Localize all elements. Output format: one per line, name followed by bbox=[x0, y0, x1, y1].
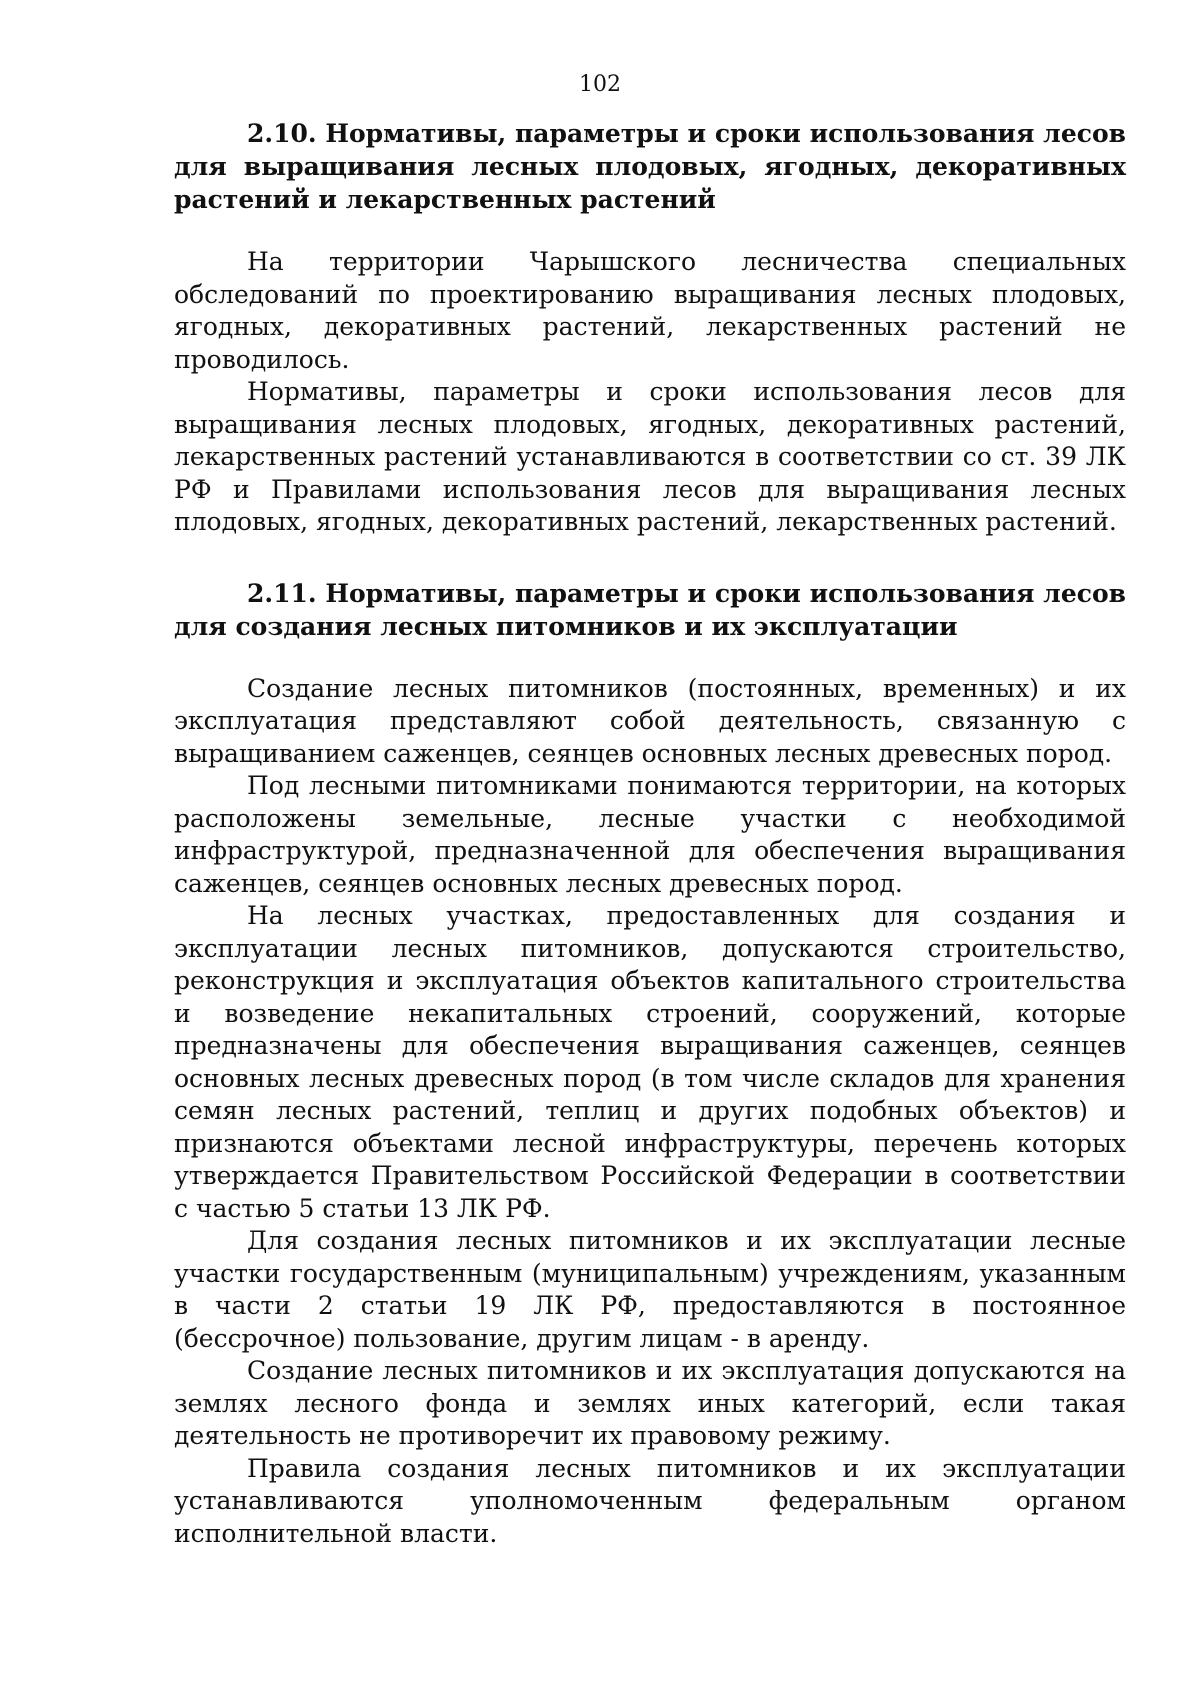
page-number: 102 bbox=[579, 72, 621, 97]
section-2-10 bbox=[174, 117, 1126, 539]
paragraph: Создание лесных питомников и их эксплуатация допускаются на землях лесного фонда и землях иных категорий, если такая деятельность не противоречит их правовому режиму. bbox=[174, 1356, 1126, 1450]
paragraph: На территории Чарышского лесничества специальных обследований по проектированию выращивания лесных плодовых, ягодных, декоративных растений, лекарственных растений не проводилось. bbox=[174, 247, 1126, 374]
section-number: 2.10. bbox=[247, 119, 317, 148]
paragraph: Нормативы, параметры и сроки использования лесов для выращивания лесных плодовых, ягодных, декоративных растений, лекарственных растений устанавливаются в соответствии со ст. 39 ЛК РФ и Правилами использования лесов для выращивания лесных плодовых, ягодных, декоративных растений, лекарственных растений. bbox=[174, 377, 1126, 536]
section-2-11 bbox=[174, 577, 1126, 1551]
paragraph: На лесных участках, предоставленных для создания и эксплуатации лесных питомников, допускаются строительство, реконструкция и эксплуатация объектов капитального строительства и возведение некапитальных строений, сооружений, которые предназначены для обеспечения выращивания саженцев, сеянцев основных лесных древесных пород (в том числе складов для хранения семян лесных растений, теплиц и других подобных объектов) и признаются объектами лесной инфраструктуры, перечень которых утверждается Правительством Российской Федерации в соответствии с частью 5 статьи 13 ЛК РФ. bbox=[174, 901, 1126, 1223]
section-number: 2.11. bbox=[247, 578, 317, 608]
paragraph: Создание лесных питомников (постоянных, временных) и их эксплуатация представляют собой деятельность, связанную с выращиванием саженцев, сеянцев основных лесных древесных пород. bbox=[174, 673, 1126, 768]
paragraph: Под лесными питомниками понимаются территории, на которых расположены земельные, лесные участки с необходимой инфраструктурой, предназначенной для обеспечения выращивания саженцев, сеянцев основных лесных древесных пород. bbox=[174, 771, 1126, 898]
section-heading bbox=[174, 117, 1126, 216]
section-title: Нормативы, параметры и сроки использования лесов для создания лесных питомников и их эксплуатации bbox=[174, 578, 1126, 641]
paragraph: Правила создания лесных питомников и их эксплуатации устанавливаются уполномоченным федеральным органом исполнительной власти. bbox=[174, 1453, 1126, 1548]
page-content bbox=[174, 117, 1126, 1550]
section-title: Нормативы, параметры и сроки использования лесов для выращивания лесных плодовых, ягодных, декоративных растений и лекарственных растений bbox=[174, 119, 1126, 214]
paragraph: Для создания лесных питомников и их эксплуатации лесные участки государственным (муниципальным) учреждениям, указанным в части 2 статьи 19 ЛК РФ, предоставляются в постоянное (бессрочное) пользование, другим лицам - в аренду. bbox=[174, 1226, 1126, 1353]
section-heading bbox=[174, 577, 1126, 643]
